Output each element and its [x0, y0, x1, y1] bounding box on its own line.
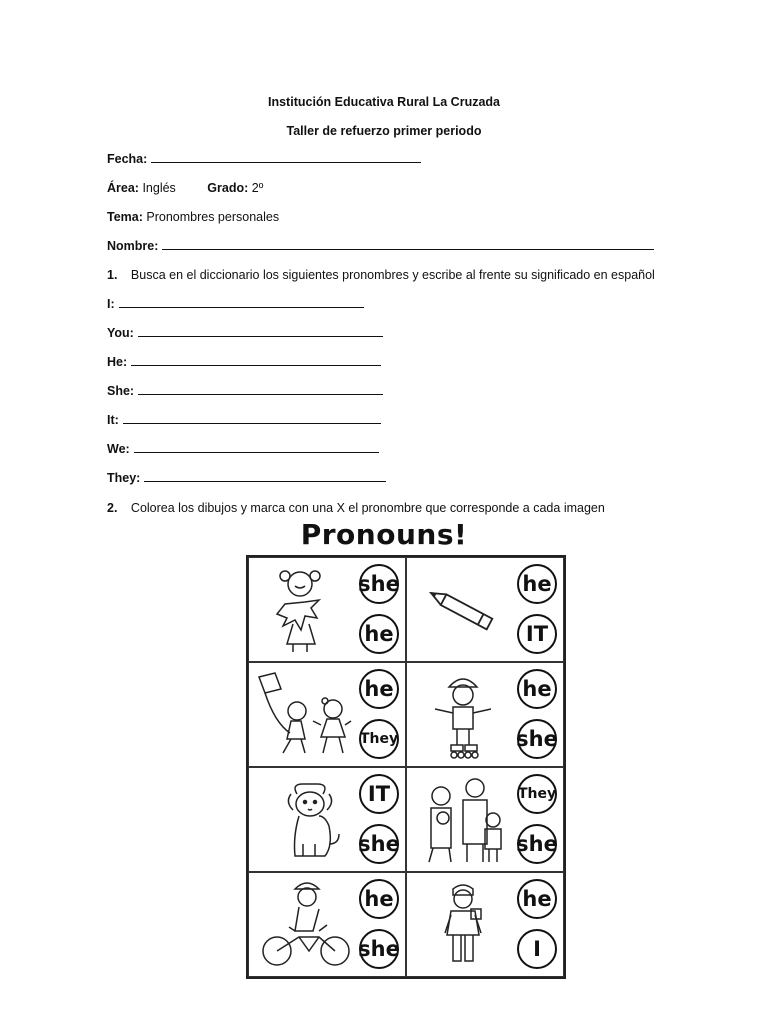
pronoun-answer-row — [107, 297, 364, 311]
pronoun-label: He: — [107, 355, 128, 369]
pronoun-answer-row — [107, 355, 381, 369]
area-row — [107, 181, 263, 195]
pronoun-option-circle[interactable]: he — [517, 669, 557, 709]
pronoun-cell — [406, 662, 564, 767]
grado-label: Grado: — [207, 181, 249, 195]
dog-icon — [255, 774, 355, 866]
pronoun-answer-field[interactable] — [138, 326, 383, 337]
pronoun-option-circle[interactable]: she — [359, 564, 399, 604]
fecha-label: Fecha: — [107, 152, 148, 166]
pronoun-answer-field[interactable] — [131, 355, 381, 366]
pronoun-cell — [406, 872, 564, 977]
pronoun-option-circle[interactable]: he — [517, 564, 557, 604]
pronoun-option-circle[interactable]: she — [359, 929, 399, 969]
pronoun-cell — [248, 557, 406, 662]
pronoun-answer-field[interactable] — [119, 297, 364, 308]
pronoun-option-circle[interactable]: They — [359, 719, 399, 759]
pronoun-cell — [406, 557, 564, 662]
pronoun-cell — [248, 872, 406, 977]
pencil-icon — [413, 564, 513, 656]
pronoun-answer-field[interactable] — [138, 384, 383, 395]
nombre-field[interactable] — [162, 239, 654, 250]
grado-value: 2º — [251, 181, 264, 195]
pronoun-label: They: — [107, 471, 141, 485]
pronoun-option-circle[interactable]: IT — [517, 614, 557, 654]
area-value: Inglés — [142, 181, 176, 195]
question-1-number: 1. — [107, 268, 118, 282]
pronoun-cell — [406, 767, 564, 872]
pronoun-answer-row — [107, 471, 386, 485]
pronoun-answer-row — [107, 326, 383, 340]
fecha-row — [107, 152, 421, 166]
question-1-text: Busca en el diccionario los siguientes pronombres y escribe al frente su significado en español — [130, 268, 655, 282]
fecha-field[interactable] — [151, 152, 421, 163]
tema-value: Pronombres personales — [146, 210, 280, 224]
family-icon — [413, 774, 513, 866]
pronoun-label: It: — [107, 413, 119, 427]
tema-label: Tema: — [107, 210, 143, 224]
pronoun-option-circle[interactable]: They — [517, 774, 557, 814]
kids-with-kite-icon — [255, 669, 355, 761]
question-2-text: Colorea los dibujos y marca con una X el pronombre que corresponde a cada imagen — [130, 501, 605, 515]
pronoun-option-circle[interactable]: he — [359, 614, 399, 654]
pronoun-option-circle[interactable]: IT — [359, 774, 399, 814]
pronoun-cell — [248, 662, 406, 767]
question-2 — [107, 501, 605, 515]
pronoun-answer-field[interactable] — [144, 471, 386, 482]
pronoun-option-circle[interactable]: he — [517, 879, 557, 919]
pronoun-answer-row — [107, 384, 383, 398]
pronoun-answer-row — [107, 442, 379, 456]
worksheet-title: Pronouns! — [300, 518, 468, 551]
pronoun-label: You: — [107, 326, 134, 340]
pronoun-option-circle[interactable]: she — [517, 719, 557, 759]
girl-on-bicycle-icon — [255, 879, 355, 971]
pronoun-answer-field[interactable] — [134, 442, 379, 453]
pronoun-label: We: — [107, 442, 130, 456]
question-1 — [107, 268, 655, 282]
pronoun-option-circle[interactable]: I — [517, 929, 557, 969]
pronoun-answer-row — [107, 413, 381, 427]
boy-standing-icon — [413, 879, 513, 971]
pronoun-option-circle[interactable]: she — [359, 824, 399, 864]
pronoun-grid — [246, 555, 566, 979]
boy-on-skates-icon — [413, 669, 513, 761]
workshop-title: Taller de refuerzo primer periodo — [286, 124, 482, 138]
nombre-row — [107, 239, 654, 253]
question-2-number: 2. — [107, 501, 118, 515]
pronoun-label: I: — [107, 297, 115, 311]
pronoun-option-circle[interactable]: she — [517, 824, 557, 864]
tema-row — [107, 210, 279, 224]
pronoun-answer-field[interactable] — [123, 413, 381, 424]
pronoun-cell — [248, 767, 406, 872]
pronoun-option-circle[interactable]: he — [359, 669, 399, 709]
institution-title: Institución Educativa Rural La Cruzada — [268, 95, 500, 109]
area-label: Área: — [107, 181, 139, 195]
girl-with-flowers-icon — [255, 564, 355, 656]
pronoun-option-circle[interactable]: he — [359, 879, 399, 919]
nombre-label: Nombre: — [107, 239, 159, 253]
pronoun-label: She: — [107, 384, 135, 398]
